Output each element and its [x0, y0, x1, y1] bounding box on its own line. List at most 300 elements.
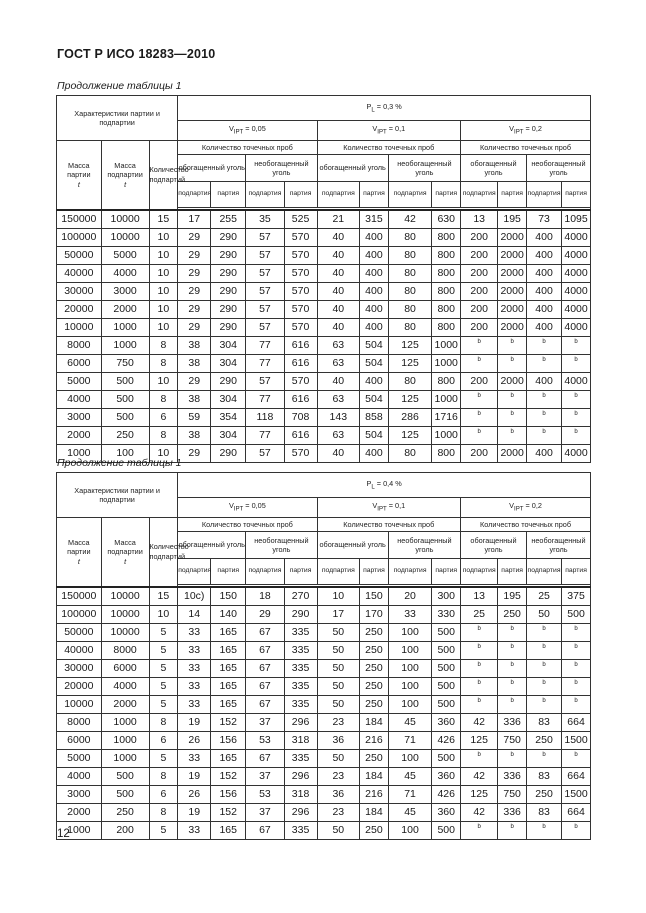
cell-value: 33 — [188, 824, 201, 836]
header-enriched: обогащенный уголь — [317, 532, 388, 559]
cell-value: 3000 — [113, 285, 137, 297]
cell-value: 250 — [365, 626, 383, 638]
table-cell — [360, 605, 389, 623]
cell-value: 335 — [291, 662, 310, 674]
table-cell — [101, 821, 149, 839]
table-cell — [246, 336, 284, 354]
cell-value: 53 — [259, 788, 271, 800]
table-cell — [526, 767, 561, 785]
cell-value: 335 — [291, 824, 310, 836]
table-cell — [57, 300, 102, 318]
table-cell — [178, 731, 211, 749]
table-cell — [388, 282, 432, 300]
table-cell — [101, 659, 149, 677]
cell-value: 2000 — [500, 303, 524, 315]
table-cell — [101, 354, 149, 372]
table-cell — [562, 282, 591, 300]
table-cell — [461, 444, 498, 462]
table-cell — [178, 785, 211, 803]
table-cell — [498, 318, 527, 336]
cell-value: 30000 — [64, 662, 94, 674]
table-caption: Продолжение таблицы 1 — [57, 80, 182, 92]
table-cell — [57, 318, 102, 336]
cell-value: 200 — [470, 375, 488, 387]
table-cell — [498, 390, 527, 408]
cell-value: 50 — [332, 698, 345, 710]
cell-value: b — [542, 698, 546, 704]
table-cell — [526, 372, 561, 390]
table-cell — [317, 408, 360, 426]
cell-value: b — [542, 680, 546, 686]
cell-value: 400 — [535, 375, 553, 387]
cell-value: 33 — [188, 662, 201, 674]
cell-value: 100 — [401, 662, 419, 674]
cell-value: 19 — [188, 716, 201, 728]
cell-value: 50000 — [64, 249, 94, 261]
table-cell — [498, 426, 527, 444]
table-cell — [101, 587, 149, 606]
cell-value: 14 — [188, 608, 201, 620]
cell-value: 83 — [538, 806, 550, 818]
cell-value: 800 — [437, 249, 455, 261]
table-cell — [284, 641, 317, 659]
table-cell — [498, 803, 527, 821]
cell-value: 290 — [219, 447, 237, 459]
cell-value: 335 — [291, 644, 310, 656]
cell-value: 57 — [259, 267, 271, 279]
table-cell — [211, 300, 246, 318]
cell-value: 80 — [404, 249, 416, 261]
cell-value: 8 — [160, 770, 167, 782]
cell-value: 29 — [188, 267, 201, 279]
table-row — [57, 426, 591, 444]
cell-value: 1000 — [113, 321, 137, 333]
cell-value: 19 — [188, 770, 201, 782]
table-cell — [178, 210, 211, 229]
table-cell — [388, 785, 432, 803]
cell-value: 10000 — [64, 698, 94, 710]
table-cell — [246, 372, 284, 390]
cell-value: 8 — [160, 339, 167, 351]
cell-value: 800 — [437, 231, 455, 243]
cell-value: 335 — [291, 698, 310, 710]
table-cell — [360, 408, 389, 426]
cell-value: 426 — [437, 734, 455, 746]
table-cell — [178, 300, 211, 318]
table-cell — [360, 659, 389, 677]
table-cell — [388, 300, 432, 318]
cell-value: 5 — [160, 662, 167, 674]
cell-value: 71 — [404, 788, 416, 800]
cell-value: 29 — [259, 608, 271, 620]
cell-value: 13 — [473, 590, 486, 602]
table-cell — [388, 318, 432, 336]
table-cell — [526, 264, 561, 282]
cell-value: 125 — [401, 339, 419, 351]
table-cell — [526, 695, 561, 713]
cell-value: 4000 — [564, 267, 588, 279]
cell-value: 10с) — [183, 590, 205, 602]
cell-value: 8 — [160, 806, 167, 818]
table-cell — [388, 767, 432, 785]
cell-value: 42 — [473, 716, 486, 728]
table-cell — [498, 264, 527, 282]
cell-value: 26 — [188, 734, 201, 746]
table-cell — [101, 713, 149, 731]
cell-value: 290 — [219, 249, 237, 261]
cell-value: 296 — [291, 770, 310, 782]
table-cell — [498, 641, 527, 659]
cell-value: 165 — [219, 752, 237, 764]
table-cell — [461, 785, 498, 803]
cell-value: 335 — [291, 626, 310, 638]
table-row — [57, 282, 591, 300]
cell-value: 33 — [188, 752, 201, 764]
cell-value: 800 — [437, 267, 455, 279]
cell-value: 10 — [157, 375, 170, 387]
table-cell — [284, 390, 317, 408]
cell-value: 400 — [535, 447, 553, 459]
table-cell — [57, 695, 102, 713]
cell-value: 38 — [188, 357, 201, 369]
cell-value: 4000 — [564, 321, 588, 333]
table-cell — [284, 767, 317, 785]
table-cell — [360, 282, 389, 300]
cell-value: 29 — [188, 285, 201, 297]
cell-value: 570 — [291, 267, 310, 279]
table-cell — [526, 210, 561, 229]
cell-value: 200 — [470, 267, 488, 279]
table-cell — [526, 390, 561, 408]
table-cell — [432, 318, 461, 336]
table-cell — [149, 623, 178, 641]
table-cell — [284, 749, 317, 767]
table-cell — [57, 641, 102, 659]
table-cell — [101, 695, 149, 713]
cell-value: 500 — [116, 411, 134, 423]
cell-value: 67 — [259, 644, 271, 656]
table-cell — [498, 677, 527, 695]
cell-value: 33 — [188, 698, 201, 710]
table-row — [57, 264, 591, 282]
table-cell — [360, 444, 389, 462]
header-pl: $P_L = 0,3$ % — [178, 96, 591, 121]
cell-value: 5000 — [67, 375, 91, 387]
cell-value: b — [542, 752, 546, 758]
table-cell — [211, 695, 246, 713]
cell-value: 570 — [291, 303, 310, 315]
cell-value: 500 — [116, 375, 134, 387]
cell-value: 73 — [538, 213, 550, 225]
table-cell — [284, 587, 317, 606]
cell-value: 250 — [535, 734, 553, 746]
header-lot-mass: Масса партии t — [57, 141, 102, 210]
cell-value: 4000 — [564, 285, 588, 297]
cell-value: 5 — [160, 644, 167, 656]
table-cell — [246, 282, 284, 300]
table-cell — [432, 390, 461, 408]
table-cell — [432, 282, 461, 300]
cell-value: 1000 — [113, 752, 137, 764]
table-cell — [284, 246, 317, 264]
cell-value: 200 — [116, 824, 134, 836]
table-cell — [526, 803, 561, 821]
table-cell — [178, 318, 211, 336]
table-cell — [498, 444, 527, 462]
table-cell — [562, 390, 591, 408]
table-cell — [526, 408, 561, 426]
cell-value: 25 — [473, 608, 486, 620]
cell-value: 400 — [365, 249, 383, 261]
table-cell — [57, 246, 102, 264]
cell-value: 1000 — [67, 447, 91, 459]
table-cell — [562, 354, 591, 372]
cell-value: 2000 — [500, 447, 524, 459]
cell-value: 500 — [437, 698, 455, 710]
cell-value: 290 — [291, 608, 310, 620]
table-cell — [498, 821, 527, 839]
table-cell — [284, 659, 317, 677]
cell-value: 2000 — [67, 806, 91, 818]
cell-value: 15 — [157, 213, 170, 225]
cell-value: 8000 — [67, 716, 91, 728]
cell-value: 570 — [291, 249, 310, 261]
cell-value: 42 — [473, 770, 486, 782]
table-cell — [360, 713, 389, 731]
cell-value: 5000 — [113, 249, 137, 261]
cell-value: 57 — [259, 321, 271, 333]
cell-value: 15 — [157, 590, 170, 602]
table-cell — [149, 228, 178, 246]
table-cell — [562, 821, 591, 839]
header-sublot: подпартия — [317, 559, 360, 585]
table-cell — [526, 282, 561, 300]
cell-value: 335 — [291, 680, 310, 692]
table-caption: Продолжение таблицы 1 — [57, 457, 182, 469]
cell-value: 80 — [404, 231, 416, 243]
cell-value: 50 — [332, 662, 345, 674]
cell-value: 500 — [437, 680, 455, 692]
table-cell — [388, 803, 432, 821]
cell-value: 300 — [437, 590, 455, 602]
table-cell — [498, 785, 527, 803]
cell-value: 360 — [437, 716, 455, 728]
cell-value: b — [510, 698, 514, 704]
table-cell — [360, 623, 389, 641]
table-cell — [461, 228, 498, 246]
table-cell — [149, 336, 178, 354]
cell-value: 165 — [219, 626, 237, 638]
table-cell — [101, 300, 149, 318]
table-cell — [178, 659, 211, 677]
cell-value: 30000 — [64, 285, 94, 297]
cell-value: 42 — [404, 213, 416, 225]
table-cell — [284, 282, 317, 300]
cell-value: b — [542, 644, 546, 650]
table-cell — [57, 605, 102, 623]
header-unenriched: необогащенный уголь — [388, 155, 460, 182]
table-cell — [562, 623, 591, 641]
cell-value: 57 — [259, 375, 271, 387]
table-cell — [284, 605, 317, 623]
cell-value: b — [542, 824, 546, 830]
table-cell — [317, 767, 360, 785]
table-cell — [360, 587, 389, 606]
header-increments: Количество точечных проб — [461, 518, 591, 532]
cell-value: 6 — [160, 734, 167, 746]
cell-value: 664 — [567, 716, 585, 728]
table-cell — [498, 731, 527, 749]
cell-value: 400 — [365, 303, 383, 315]
table-cell — [562, 300, 591, 318]
cell-value: 80 — [404, 285, 416, 297]
cell-value: 156 — [219, 734, 237, 746]
table-cell — [317, 246, 360, 264]
table-cell — [461, 390, 498, 408]
table-cell — [101, 264, 149, 282]
table-cell — [211, 408, 246, 426]
table-cell — [562, 246, 591, 264]
cell-value: 1095 — [564, 213, 588, 225]
cell-value: b — [477, 626, 481, 632]
table-cell — [284, 372, 317, 390]
table-cell — [149, 318, 178, 336]
header-unenriched: необогащенный уголь — [388, 532, 460, 559]
cell-value: 10000 — [110, 608, 140, 620]
table-cell — [57, 354, 102, 372]
table-cell — [317, 372, 360, 390]
table-cell — [246, 713, 284, 731]
table-cell — [57, 713, 102, 731]
table-cell — [498, 713, 527, 731]
header-increments: Количество точечных проб — [461, 141, 591, 155]
header-lot: партия — [284, 182, 317, 208]
cell-value: 36 — [332, 734, 345, 746]
table-row — [57, 390, 591, 408]
table-cell — [461, 803, 498, 821]
table-cell — [57, 426, 102, 444]
table-row — [57, 695, 591, 713]
table-cell — [432, 749, 461, 767]
table-cell — [211, 372, 246, 390]
header-increments: Количество точечных проб — [317, 518, 461, 532]
cell-value: 504 — [365, 393, 383, 405]
table-cell — [149, 354, 178, 372]
table-cell — [57, 282, 102, 300]
table-cell — [149, 300, 178, 318]
table-cell — [360, 821, 389, 839]
table-cell — [246, 623, 284, 641]
cell-value: 150 — [365, 590, 383, 602]
cell-value: b — [574, 698, 578, 704]
cell-value: b — [542, 411, 546, 417]
table-cell — [388, 659, 432, 677]
table-cell — [178, 408, 211, 426]
table-cell — [211, 803, 246, 821]
table-cell — [57, 372, 102, 390]
table-cell — [461, 354, 498, 372]
table-cell — [526, 444, 561, 462]
table-cell — [317, 803, 360, 821]
cell-value: b — [574, 429, 578, 435]
table-row — [57, 587, 591, 606]
cell-value: 304 — [219, 393, 237, 405]
table-cell — [57, 390, 102, 408]
cell-value: 336 — [503, 716, 521, 728]
table-cell — [149, 264, 178, 282]
table-cell — [149, 677, 178, 695]
cell-value: b — [510, 339, 514, 345]
cell-value: 304 — [219, 357, 237, 369]
cell-value: b — [574, 662, 578, 668]
table-cell — [284, 408, 317, 426]
cell-value: 5 — [160, 824, 167, 836]
cell-value: 1500 — [564, 788, 588, 800]
header-lot: партия — [562, 559, 591, 585]
cell-value: 195 — [503, 590, 521, 602]
table-cell — [526, 246, 561, 264]
cell-value: 4000 — [564, 303, 588, 315]
table-cell — [211, 605, 246, 623]
table-row — [57, 354, 591, 372]
cell-value: 375 — [567, 590, 585, 602]
header-unenriched: необогащенный уголь — [526, 532, 590, 559]
table-cell — [526, 623, 561, 641]
table-cell — [178, 354, 211, 372]
cell-value: 5 — [160, 698, 167, 710]
cell-value: 150 — [219, 590, 237, 602]
cell-value: 100 — [401, 752, 419, 764]
cell-value: 165 — [219, 698, 237, 710]
table-cell — [178, 605, 211, 623]
header-lot-mass: Масса партии t — [57, 518, 102, 587]
table-cell — [284, 677, 317, 695]
table-cell — [526, 713, 561, 731]
table-cell — [101, 749, 149, 767]
table-cell — [432, 641, 461, 659]
table-cell — [211, 587, 246, 606]
table-cell — [432, 354, 461, 372]
cell-value: 100000 — [61, 608, 97, 620]
table-cell — [284, 785, 317, 803]
cell-value: 800 — [437, 285, 455, 297]
cell-value: 250 — [365, 824, 383, 836]
cell-value: 195 — [503, 213, 521, 225]
header-sublot: подпартия — [178, 559, 211, 585]
header-lot: партия — [360, 182, 389, 208]
cell-value: 570 — [291, 321, 310, 333]
table-cell — [246, 677, 284, 695]
table-cell — [57, 623, 102, 641]
cell-value: 10000 — [64, 321, 94, 333]
header-sublot-mass: Масса подпартии t — [101, 518, 149, 587]
cell-value: 664 — [567, 770, 585, 782]
cell-value: 40000 — [64, 267, 94, 279]
cell-value: 330 — [437, 608, 455, 620]
table-cell — [211, 444, 246, 462]
cell-value: b — [542, 393, 546, 399]
table-cell — [388, 408, 432, 426]
cell-value: b — [477, 644, 481, 650]
table-cell — [101, 623, 149, 641]
table-cell — [360, 767, 389, 785]
table-cell — [178, 390, 211, 408]
cell-value: 750 — [503, 734, 521, 746]
table-cell — [57, 803, 102, 821]
cell-value: b — [574, 752, 578, 758]
cell-value: 616 — [291, 393, 310, 405]
table-cell — [360, 390, 389, 408]
